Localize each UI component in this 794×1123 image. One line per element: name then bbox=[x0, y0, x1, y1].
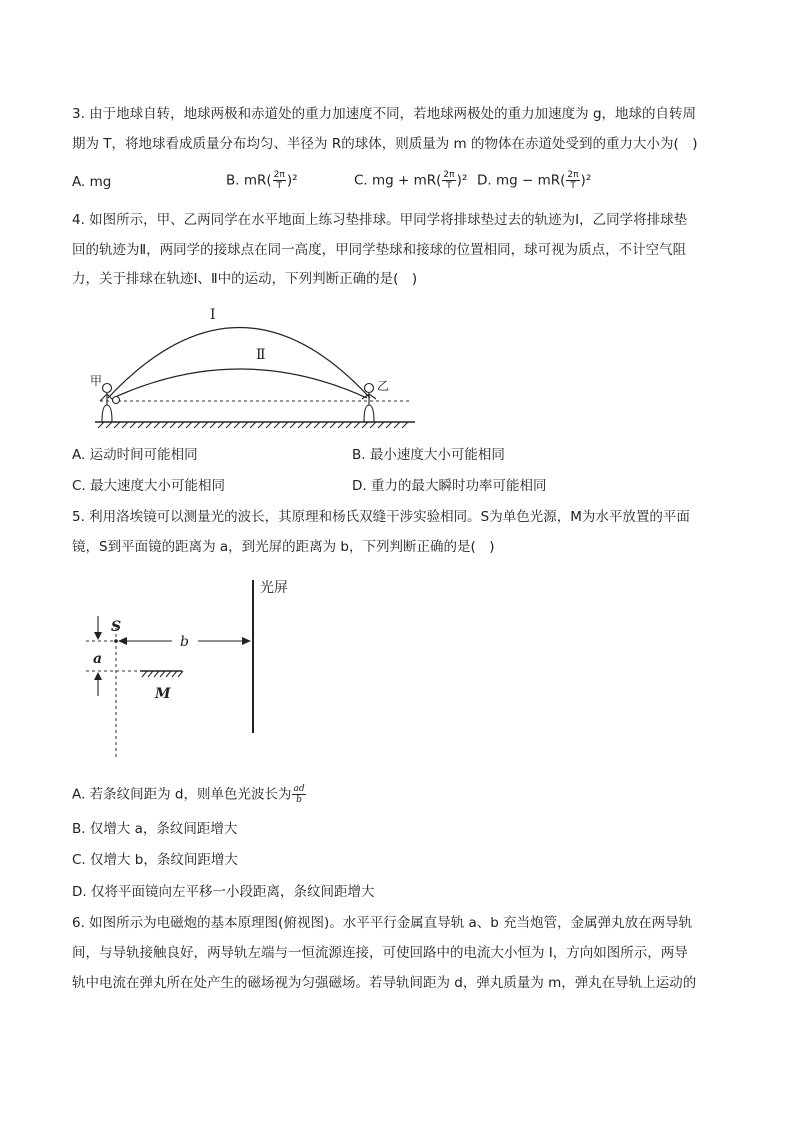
screen-label: 光屏 bbox=[260, 580, 288, 596]
q6-line-1: 6. 如图所示为电磁炮的基本原理图(俯视图)。水平平行金属直导轨 a、b 充当炮管，金属弹丸放在两导轨 bbox=[72, 915, 693, 931]
q4-line-3: 力，关于排球在轨迹Ⅰ、Ⅱ中的运动，下列判断正确的是( ) bbox=[72, 271, 418, 287]
ball-icon bbox=[113, 397, 120, 404]
q3-option-d: D. mg − mR( $\frac{2\pi}{T}$ )² bbox=[477, 170, 592, 191]
q5-lloyd-mirror-figure bbox=[80, 578, 320, 763]
label-b: b bbox=[180, 634, 189, 650]
label-yi: 乙 bbox=[377, 379, 390, 393]
fraction: $\frac{ad}{b}$ bbox=[293, 784, 305, 805]
q6-line-2: 间，与导轨接触良好，两导轨左端与一恒流源连接，可使回路中的电流大小恒为 I，方向如图所示，两导 bbox=[72, 945, 688, 961]
q5-option-b: B. 仅增大 a，条纹间距增大 bbox=[72, 821, 238, 837]
label-a: a bbox=[93, 651, 103, 667]
q3-line-2: 期为 T，将地球看成质量分布均匀、半径为 R的球体，则质量为 m 的物体在赤道处受到的重力大小为( ) bbox=[72, 136, 698, 152]
person-yi-icon bbox=[362, 384, 376, 423]
label-S: S bbox=[111, 619, 122, 635]
q4-volleyball-figure bbox=[80, 302, 500, 432]
fraction: $\frac{2\pi}{T}$ bbox=[273, 170, 285, 191]
label-jia: 甲 bbox=[90, 374, 103, 388]
arrow-right-icon bbox=[242, 637, 251, 645]
fraction: $\frac{2\pi}{T}$ bbox=[443, 170, 455, 191]
trajectory-II bbox=[113, 369, 367, 398]
label-M: M bbox=[155, 686, 171, 702]
q4-option-d: D. 重力的最大瞬时功率可能相同 bbox=[352, 478, 547, 494]
q3-option-b: B. mR( $\frac{2\pi}{T}$ )² bbox=[226, 170, 298, 191]
q4-option-c: C. 最大速度大小可能相同 bbox=[72, 478, 226, 494]
source-dot bbox=[114, 639, 118, 643]
q5-option-d: D. 仅将平面镜向左平移一小段距离，条纹间距增大 bbox=[72, 884, 375, 900]
q3-option-c: C. mg + mR( $\frac{2\pi}{T}$ )² bbox=[354, 170, 468, 191]
q6-line-3: 轨中电流在弹丸所在处产生的磁场视为匀强磁场。若导轨间距为 d，弹丸质量为 m，弹丸在导轨上运动的 bbox=[72, 975, 697, 991]
q3-option-a: A. mg bbox=[72, 174, 112, 190]
mirror-hatch bbox=[142, 671, 183, 677]
arrow-down-icon bbox=[94, 632, 102, 640]
q3-line-1: 3. 由于地球自转，地球两极和赤道处的重力加速度不同，若地球两极处的重力加速度为 g，地球的自转周 bbox=[72, 106, 697, 122]
label-I: Ⅰ bbox=[210, 307, 216, 323]
q5-option-a: A. 若条纹间距为 d，则单色光波长为 $\frac{ad}{b}$ bbox=[72, 784, 305, 805]
trajectory-I bbox=[108, 328, 370, 399]
label-II: Ⅱ bbox=[256, 347, 266, 363]
person-jia-icon bbox=[100, 384, 114, 423]
q5-option-c: C. 仅增大 b，条纹间距增大 bbox=[72, 852, 238, 868]
q5-line-1: 5. 利用洛埃镜可以测量光的波长，其原理和杨氏双缝干涉实验相同。S为单色光源，M为水平放置的平面 bbox=[72, 509, 690, 525]
q4-line-2: 回的轨迹为Ⅱ，两同学的接球点在同一高度，甲同学垫球和接球的位置相同，球可视为质点，不计空气阻 bbox=[72, 242, 687, 258]
q5-line-2: 镜，S到平面镜的距离为 a，到光屏的距离为 b，下列判断正确的是( ) bbox=[72, 539, 495, 555]
q4-option-b: B. 最小速度大小可能相同 bbox=[352, 447, 505, 463]
q4-option-a: A. 运动时间可能相同 bbox=[72, 447, 198, 463]
arrow-up-icon bbox=[94, 672, 102, 680]
ground-hatch bbox=[98, 422, 408, 428]
fraction: $\frac{2\pi}{T}$ bbox=[567, 170, 579, 191]
q4-line-1: 4. 如图所示，甲、乙两同学在水平地面上练习垫排球。甲同学将排球垫过去的轨迹为Ⅰ，乙同学将排球垫 bbox=[72, 212, 688, 228]
